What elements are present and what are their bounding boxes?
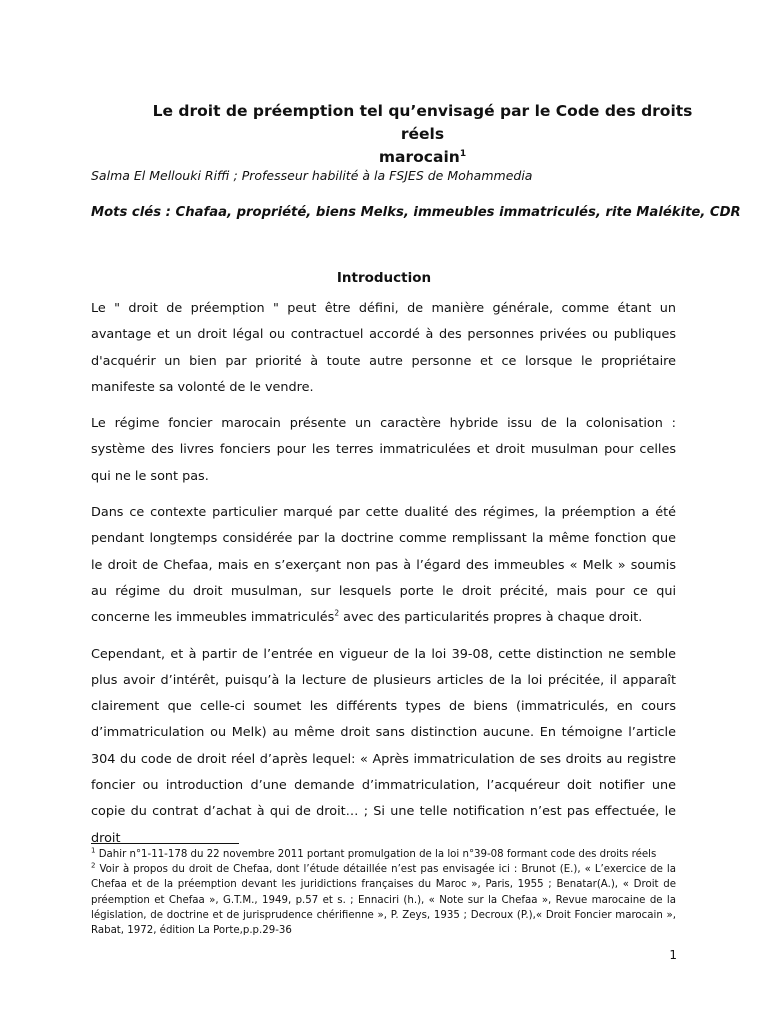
footnote-ref-2: 2 — [334, 609, 340, 618]
section-heading: Introduction — [336, 270, 432, 286]
document-title — [150, 100, 695, 169]
footnote-1-marker: 1 — [91, 846, 96, 855]
footnote-2 — [91, 862, 676, 938]
footnote-2-text: Voir à propos du droit de Chefaa, dont l’étude détaillée n’est pas envisagée ici : Brunot (E.), « L’exercice de la Chefaa et de la préemption devant les juridictions françaises du Maroc », Paris, 1955 ; Benatar(A.), « Droit de préemption et Chefaa », G.T.M., 1949, p.57 et s. ; Ennaciri (h.), « Note sur la Chefaa », Revue marocaine de la législation, de doctrine et de jurisprudence chérifienne », P. Zeys, 1935 ; Decroux (P.),« Droit Foncier marocain », Rabat, 1972, édition La Porte,p.p.29-36 — [91, 864, 676, 937]
body-text — [91, 296, 676, 862]
title-footnote-ref: 1 — [459, 148, 467, 159]
paragraph-3-text-a: Dans ce contexte particulier marqué par cette dualité des régimes, la préemption a été pendant longtemps considérée par la doctrine comme remplissant la même fonction que le droit de Chefaa, mais en s’exerçant non pas à l’égard des immeubles « Melk » soumis au régime du droit musulman, sur lesquels porte le droit précité, mais pour ce qui concerne les immeubles immatriculés — [91, 505, 676, 626]
paragraph-4: Cependant, et à partir de l’entrée en vigueur de la loi 39-08, cette distinction ne semble plus avoir d’intérêt, puisqu’à la lecture de plusieurs articles de la loi précitée, il apparaît clairement que celle-ci soumet les différents types de biens (immatriculés, en cours d’immatriculation ou Melk) au même droit sans distinction aucune. En témoigne l’article 304 du code de droit réel d’après lequel: « Après immatriculation de ses droits au registre foncier ou introduction d’une demande d’immatriculation, l’acquéreur doit notifier une copie du contrat d’achat à qui de droit… ; Si une telle notification n’est pas effectuée, le droit — [91, 646, 676, 846]
paragraph-1: Le " droit de préemption " peut être défini, de manière générale, comme étant un avantage et un droit légal ou contractuel accordé à des personnes privées ou publiques d'acquérir un bien par priorité à toute autre personne et ce lorsque le propriétaire manifeste sa volonté de le vendre. — [91, 301, 676, 395]
footnote-1-text: Dahir n°1-11-178 du 22 novembre 2011 portant promulgation de la loi n°39-08 formant code des droits réels — [95, 849, 657, 860]
author-line: Salma El Mellouki Riffi ; Professeur habilité à la FSJES de Mohammedia — [91, 168, 533, 183]
paragraph-3 — [91, 500, 676, 631]
footnotes — [91, 847, 676, 938]
footnote-2-marker: 2 — [91, 861, 96, 870]
paragraph-3-text-b: avec des particularités propres à chaque droit. — [339, 610, 643, 626]
keywords-line: Mots clés : Chafaa, propriété, biens Melks, immeubles immatriculés, rite Malékite, CDR — [91, 205, 741, 220]
title-line-2: marocain — [378, 148, 460, 166]
paragraph-2: Le régime foncier marocain présente un caractère hybride issu de la colonisation : système des livres fonciers pour les terres immatriculées et droit musulman pour celles qui ne le sont pas. — [91, 416, 676, 484]
title-line-1: Le droit de préemption tel qu’envisagé par le Code des droits réels — [152, 102, 693, 143]
page-number: 1 — [669, 948, 677, 962]
footnote-separator — [91, 843, 239, 844]
footnote-1 — [91, 847, 676, 862]
